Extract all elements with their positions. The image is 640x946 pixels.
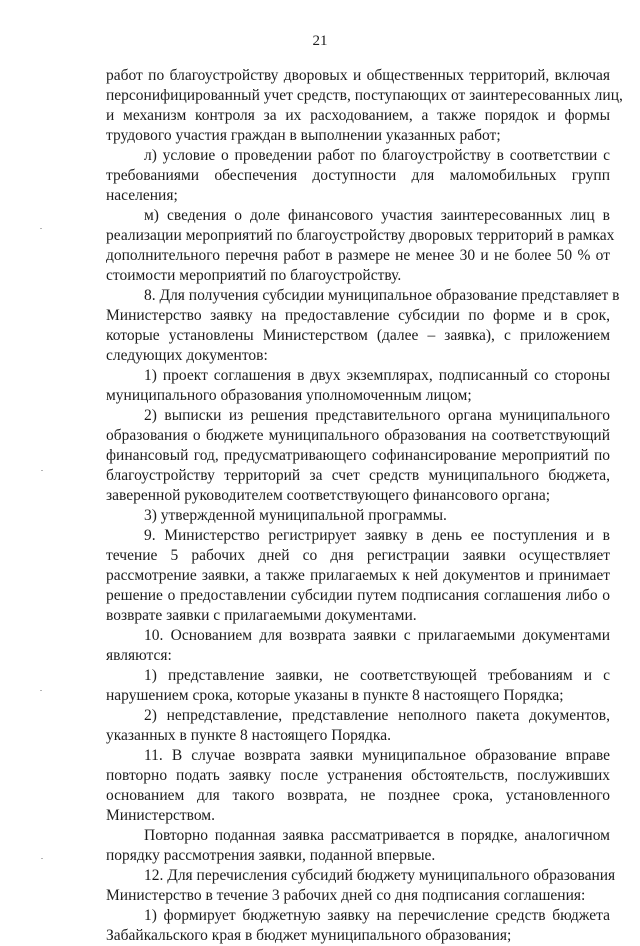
text-line: финансовый год, предусматривающего софинансирование мероприятий по — [106, 447, 610, 464]
document-body — [106, 66, 623, 946]
text-line: возврате заявки с прилагаемыми документами. — [106, 607, 417, 624]
text-line: порядку рассмотрения заявки, поданной впервые. — [106, 847, 436, 864]
text-line: Министерство в течение 3 рабочих дней со дня подписания соглашения: — [106, 887, 586, 904]
text-line: следующих документов: — [106, 347, 268, 364]
text-line: дополнительного перечня работ в размере не менее 30 и не более 50 % от — [106, 247, 610, 264]
text-line: л) условие о проведении работ по благоустройству в соответствии с — [144, 147, 610, 164]
text-line: 8. Для получения субсидии муниципальное образование представляет в — [144, 287, 620, 304]
text-line: населения; — [106, 187, 178, 204]
text-line: 11. В случае возврата заявки муниципальное образование вправе — [144, 747, 610, 764]
scan-speck — [41, 470, 43, 471]
text-line: 3) утвержденной муниципальной программы. — [144, 507, 447, 524]
text-line: рассмотрение заявки, а также прилагаемых к ней документов и принимает — [106, 567, 610, 584]
text-line: которые установлены Министерством (далее – заявка), с приложением — [106, 327, 610, 344]
text-line: повторно подать заявку после устранения обстоятельств, послуживших — [106, 767, 610, 784]
paragraph-p-11 — [106, 746, 610, 826]
paragraph-p-10 — [106, 626, 610, 666]
text-line: реализации мероприятий по благоустройству дворовых территорий в рамках — [106, 227, 615, 244]
text-line: 2) непредставление, представление неполного пакета документов, — [144, 707, 610, 724]
scan-speck — [40, 228, 42, 229]
text-line: нарушением срока, которые указаны в пункте 8 настоящего Порядка; — [106, 687, 564, 704]
paragraph-p-12-1 — [106, 906, 610, 946]
text-line: благоустройству территорий за счет средств муниципального бюджета, — [106, 467, 610, 484]
text-line: Повторно поданная заявка рассматривается в порядке, аналогичном — [144, 827, 610, 844]
text-line: требованиями обеспечения доступности для маломобильных групп — [106, 167, 610, 184]
paragraph-p-11-b — [106, 826, 610, 866]
scan-speck — [40, 690, 42, 691]
paragraph-p-8 — [106, 286, 620, 366]
paragraph-p-10-1 — [106, 666, 610, 706]
page-number: 21 — [312, 33, 328, 49]
text-line: трудового участия граждан в выполнении указанных работ; — [106, 127, 501, 144]
text-line: 1) формирует бюджетную заявку на перечисление средств бюджета — [144, 907, 610, 924]
text-line: являются: — [106, 647, 172, 664]
text-line: 1) проект соглашения в двух экземплярах, подписанный со стороны — [144, 367, 610, 384]
text-line: указанных в пункте 8 настоящего Порядка. — [106, 727, 391, 744]
paragraph-p-m — [106, 206, 615, 286]
text-line: решение о предоставлении субсидии путем подписания соглашения либо о — [106, 587, 610, 604]
text-line: образования о бюджете муниципального образования на соответствующий — [106, 427, 610, 444]
text-line: и механизм контроля за их расходованием, а также порядок и формы — [106, 107, 610, 124]
text-line: 10. Основанием для возврата заявки с прилагаемыми документами — [144, 627, 610, 644]
text-line: Министерство заявку на предоставление субсидии по форме и в срок, — [106, 307, 610, 324]
paragraph-p-cont — [106, 66, 623, 146]
text-line: Забайкальского края в бюджет муниципального образования; — [106, 927, 512, 944]
paragraph-p-8-3 — [106, 506, 610, 526]
text-line: персонифицированный учет средств, поступающих от заинтересованных лиц, — [106, 87, 623, 104]
text-line: заверенной руководителем соответствующего финансового органа; — [106, 487, 551, 504]
text-line: 9. Министерство регистрирует заявку в день ее поступления и в — [144, 527, 610, 544]
text-line: м) сведения о доле финансового участия заинтересованных лиц в — [144, 207, 610, 224]
paragraph-p-12 — [106, 866, 616, 906]
paragraph-p-10-2 — [106, 706, 610, 746]
text-line: 12. Для перечисления субсидий бюджету муниципального образования — [144, 867, 616, 884]
text-line: Министерством. — [106, 807, 215, 824]
text-line: основанием для такого возврата, не позднее срока, установленного — [106, 787, 610, 804]
paragraph-p-8-2 — [106, 406, 610, 506]
paragraph-p-9 — [106, 526, 610, 626]
text-line: течение 5 рабочих дней со дня регистрации заявки осуществляет — [106, 547, 610, 564]
paragraph-p-l — [106, 146, 610, 206]
text-line: 2) выписки из решения представительного органа муниципального — [144, 407, 610, 424]
scan-speck — [41, 858, 43, 859]
text-line: муниципального образования уполномоченным лицом; — [106, 387, 472, 404]
paragraph-p-8-1 — [106, 366, 610, 406]
text-line: стоимости мероприятий по благоустройству. — [106, 267, 402, 284]
text-line: работ по благоустройству дворовых и общественных территорий, включая — [106, 67, 610, 84]
text-line: 1) представление заявки, не соответствующей требованиям и с — [144, 667, 610, 684]
